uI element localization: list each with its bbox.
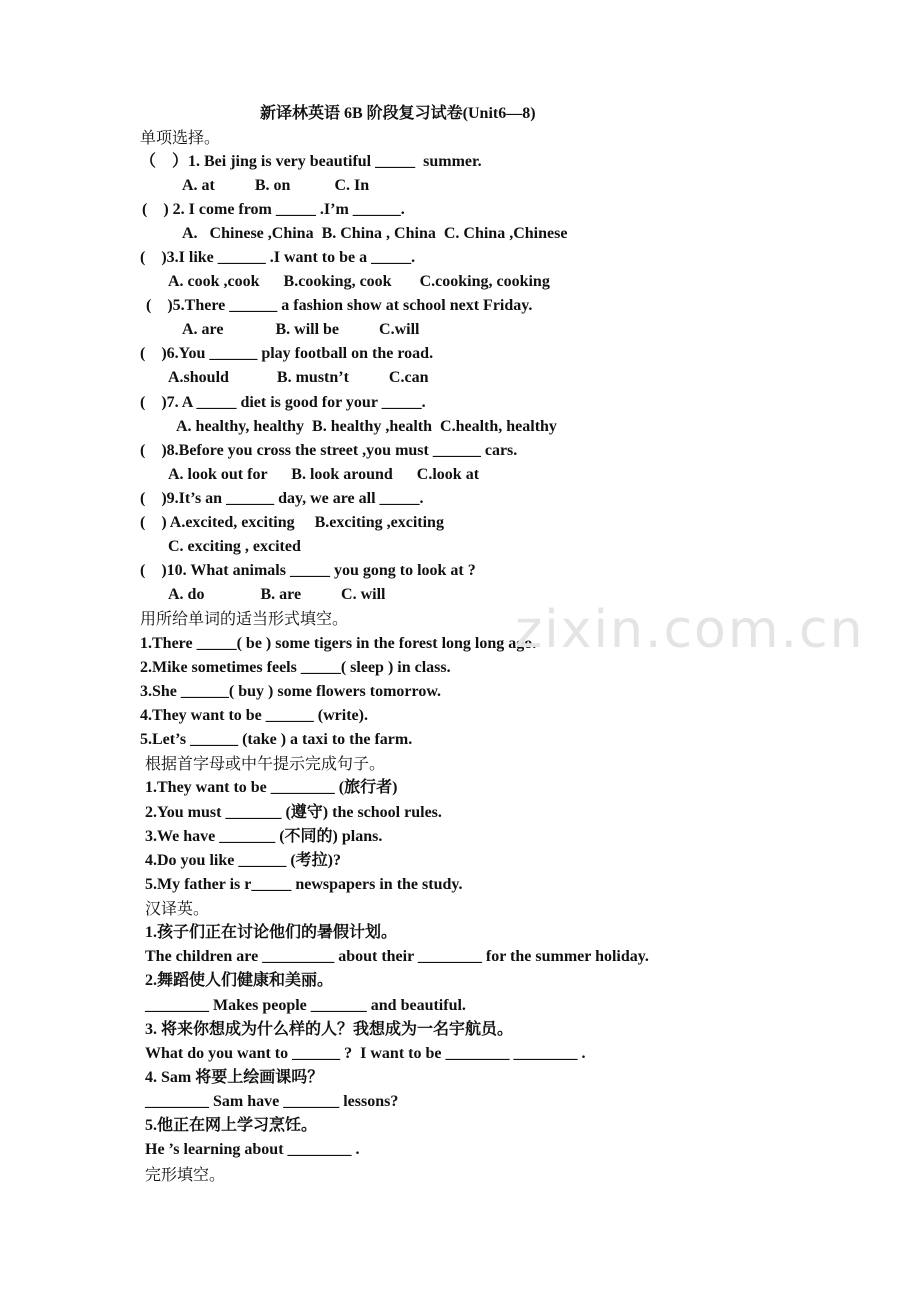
hint-sentence-4: 4.Do you like ______ (考拉)? (145, 852, 342, 869)
question-3-options: A. cook ,cook B.cooking, cook C.cooking, cooking (168, 273, 550, 290)
question-9-options-a-b: ( ) A.excited, exciting B.exciting ,exciting (140, 514, 444, 531)
translate-4-chinese: 4. Sam 将要上绘画课吗？ (145, 1069, 324, 1086)
translate-5-english: He ’s learning about ________ . (145, 1141, 360, 1158)
translate-1-chinese: 1.孩子们正在讨论他们的暑假计划。 (145, 924, 398, 941)
translate-5-chinese: 5.他正在网上学习烹饪。 (145, 1117, 318, 1134)
question-6-options: A.should B. mustn’t C.can (168, 369, 429, 386)
translate-4-english: ________ Sam have _______ lessons? (145, 1093, 399, 1110)
question-5: ( )5.There ______ a fashion show at school next Friday. (146, 297, 533, 314)
question-7: ( )7. A _____ diet is good for your _____. (140, 394, 426, 411)
word-form-1: 1.There _____( be ) some tigers in the forest long long ago. (140, 635, 537, 652)
section-heading-single-choice: 单项选择。 (140, 128, 221, 147)
section-heading-initials: 根据首字母或中午提示完成句子。 (145, 754, 386, 773)
word-form-5: 5.Let’s ______ (take ) a taxi to the farm. (140, 731, 413, 748)
hint-sentence-1: 1.They want to be ________ (旅行者) (145, 779, 398, 796)
watermark: zixin.com.cn (515, 600, 865, 660)
question-2-options: A. Chinese ,China B. China , China C. China ,Chinese (182, 225, 568, 242)
word-form-3: 3.She ______( buy ) some flowers tomorrow. (140, 683, 442, 700)
question-6: ( )6.You ______ play football on the road. (140, 345, 434, 362)
translate-3-chinese: 3. 将来你想成为什么样的人？我想成为一名宇航员。 (145, 1021, 514, 1038)
question-1: （ ）1. Bei jing is very beautiful _____ summer. (140, 153, 482, 170)
question-1-options: A. at B. on C. In (182, 177, 370, 194)
word-form-4: 4.They want to be ______ (write). (140, 707, 368, 724)
translate-2-english: ________ Makes people _______ and beautiful. (145, 997, 466, 1014)
question-3: ( )3.I like ______ .I want to be a _____. (140, 249, 416, 266)
question-8: ( )8.Before you cross the street ,you must ______ cars. (140, 442, 518, 459)
hint-sentence-2: 2.You must _______ (遵守) the school rules. (145, 804, 442, 821)
question-10: ( )10. What animals _____ you gong to look at ? (140, 562, 476, 579)
section-heading-word-forms: 用所给单词的适当形式填空。 (140, 609, 349, 628)
translate-3-english: What do you want to ______ ? I want to be ________ ________ . (145, 1045, 586, 1062)
question-10-options: A. do B. are C. will (168, 586, 386, 603)
word-form-2: 2.Mike sometimes feels _____( sleep ) in class. (140, 659, 451, 676)
question-5-options: A. are B. will be C.will (182, 321, 420, 338)
hint-sentence-5: 5.My father is r_____ newspapers in the study. (145, 876, 463, 893)
translate-1-english: The children are _________ about their ________ for the summer holiday. (145, 948, 649, 965)
question-8-options: A. look out for B. look around C.look at (168, 466, 480, 483)
section-heading-cloze: 完形填空。 (145, 1165, 226, 1184)
hint-sentence-3: 3.We have _______ (不同的) plans. (145, 828, 383, 845)
question-7-options: A. healthy, healthy B. healthy ,health C.health, healthy (176, 418, 557, 435)
question-9: ( )9.It’s an ______ day, we are all _____. (140, 490, 424, 507)
question-2: ( ) 2. I come from _____ .I’m ______. (142, 201, 405, 218)
page-title: 新译林英语 6B 阶段复习试卷(Unit6—8) (260, 105, 536, 122)
translate-2-chinese: 2.舞蹈使人们健康和美丽。 (145, 972, 334, 989)
question-9-options-c: C. exciting , excited (168, 538, 301, 555)
section-heading-translate: 汉译英。 (145, 899, 210, 918)
